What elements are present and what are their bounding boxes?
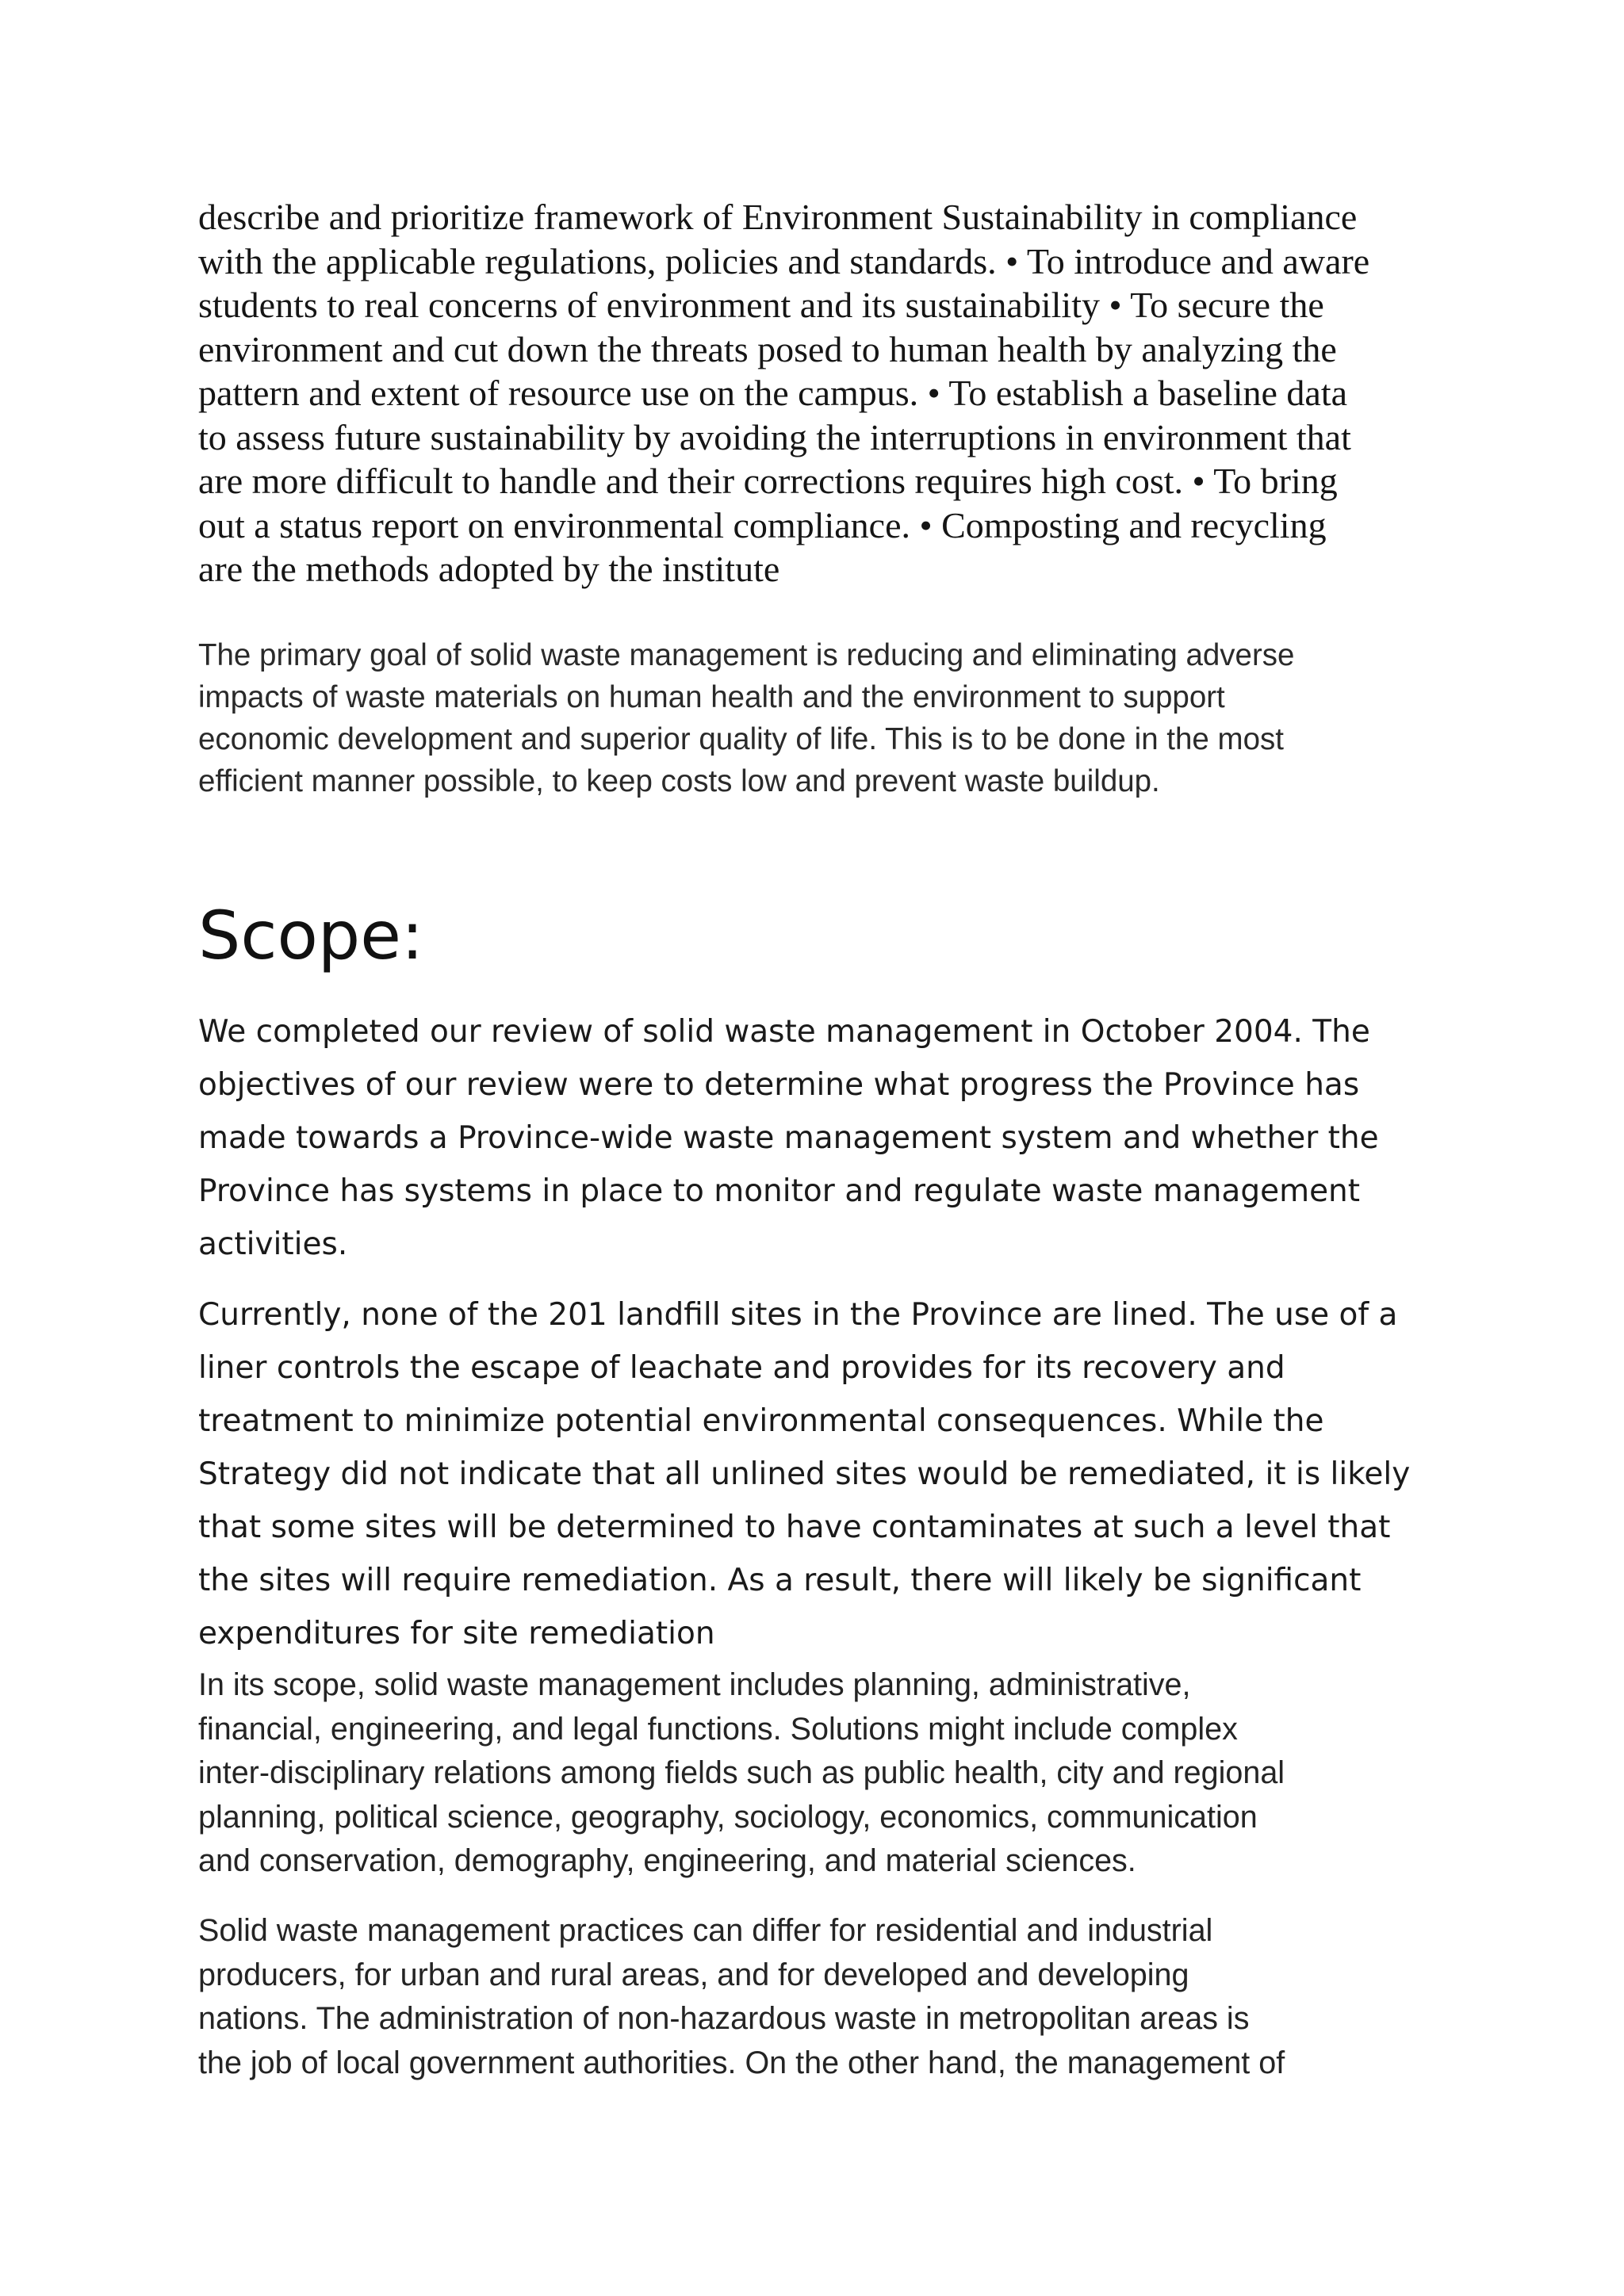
text-line: environment and cut down the threats posed to human health by analyzing the — [198, 328, 1337, 369]
text-line: activities. — [198, 1226, 348, 1262]
text-line: students to real concerns of environment and its sustainability • To secure the — [198, 285, 1324, 325]
text-line: In its scope, solid waste management includes planning, administrative, — [198, 1667, 1191, 1702]
text-line: that some sites will be determined to have contaminates at such a level that — [198, 1510, 1391, 1545]
intro-paragraph — [198, 195, 1443, 591]
review-paragraph — [198, 1005, 1443, 1271]
text-line: are more difficult to handle and their corrections requires high cost. • To bring — [198, 461, 1338, 501]
goal-paragraph — [198, 634, 1443, 802]
text-line: impacts of waste materials on human health and the environment to support — [198, 680, 1225, 714]
practices-paragraph — [198, 1909, 1443, 2085]
text-line: Strategy did not indicate that all unlined sites would be remediated, it is likely — [198, 1456, 1411, 1492]
text-line: out a status report on environmental compliance. • Composting and recycling — [198, 504, 1327, 545]
text-line: with the applicable regulations, policies and standards. • To introduce and aware — [198, 240, 1370, 281]
text-line: liner controls the escape of leachate and provides for its recovery and — [198, 1350, 1285, 1386]
text-line: and conservation, demography, engineering, and material sciences. — [198, 1843, 1136, 1878]
text-line: made towards a Province-wide waste management system and whether the — [198, 1120, 1379, 1156]
text-line: Solid waste management practices can differ for residential and industrial — [198, 1913, 1213, 1948]
text-line: We completed our review of solid waste management in October 2004. The — [198, 1014, 1370, 1050]
text-line: Currently, none of the 201 landfill sites in the Province are lined. The use of a — [198, 1297, 1398, 1333]
text-line: the job of local government authorities. On the other hand, the management of — [198, 2045, 1285, 2080]
text-line: efficient manner possible, to keep costs low and prevent waste buildup. — [198, 764, 1160, 798]
text-line: treatment to minimize potential environmental consequences. While the — [198, 1403, 1324, 1439]
text-line: economic development and superior quality of life. This is to be done in the most — [198, 722, 1284, 756]
scope-heading: Scope: — [198, 897, 424, 974]
functions-paragraph — [198, 1663, 1443, 1884]
text-line: producers, for urban and rural areas, and for developed and developing — [198, 1957, 1189, 1992]
text-line: pattern and extent of resource use on the campus. • To establish a baseline data — [198, 373, 1348, 413]
text-line: inter-disciplinary relations among fields such as public health, city and regional — [198, 1755, 1285, 1790]
landfill-paragraph — [198, 1288, 1443, 1660]
text-line: are the methods adopted by the institute — [198, 549, 780, 589]
text-line: to assess future sustainability by avoiding the interruptions in environment that — [198, 416, 1351, 457]
text-line: financial, engineering, and legal functions. Solutions might include complex — [198, 1711, 1238, 1747]
text-line: Province has systems in place to monitor and regulate waste management — [198, 1173, 1361, 1209]
text-line: the sites will require remediation. As a result, there will likely be significant — [198, 1563, 1362, 1598]
text-line: describe and prioritize framework of Environment Sustainability in compliance — [198, 197, 1358, 237]
text-line: objectives of our review were to determine what progress the Province has — [198, 1067, 1360, 1103]
text-line: expenditures for site remediation — [198, 1616, 715, 1651]
text-line: The primary goal of solid waste management is reducing and eliminating adverse — [198, 638, 1295, 672]
text-line: planning, political science, geography, sociology, economics, communication — [198, 1799, 1258, 1835]
text-line: nations. The administration of non-hazardous waste in metropolitan areas is — [198, 2001, 1250, 2036]
